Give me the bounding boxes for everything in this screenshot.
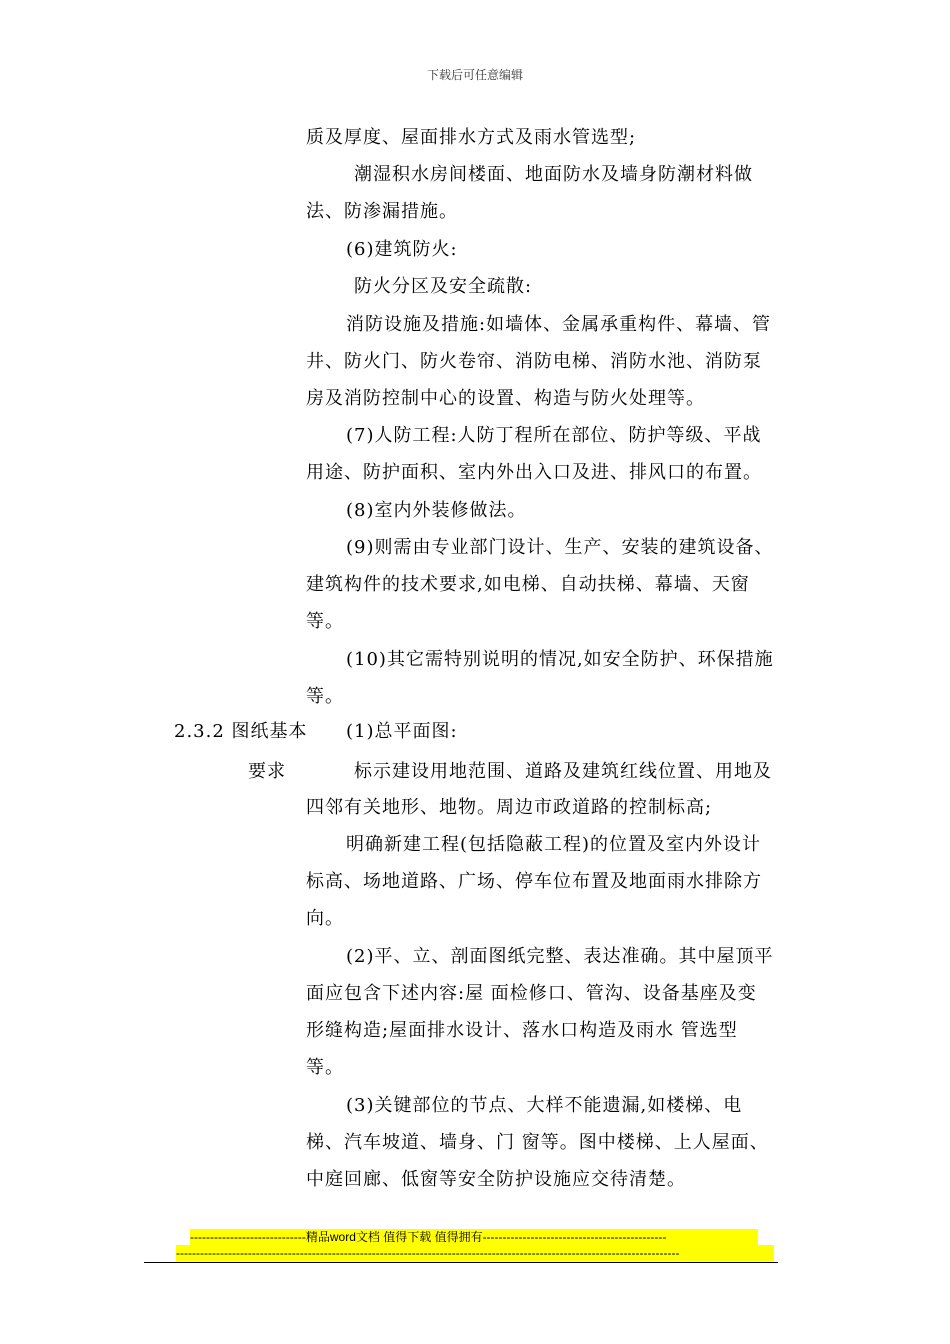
body-line: 形缝构造;屋面排水设计、落水口构造及雨水 管选型	[306, 1020, 738, 1041]
body-line: 面应包含下述内容:屋 面检修口、管沟、设备基座及变	[306, 983, 757, 1004]
body-line: 等。	[306, 1057, 344, 1078]
body-line: 梯、汽车坡道、墙身、门 窗等。图中楼梯、上人屋面、	[306, 1132, 769, 1153]
body-line: 中庭回廊、低窗等安全防护设施应交待清楚。	[306, 1169, 686, 1190]
footer-watermark-line: -----------------------------精品word文档 值得下载 值得拥有----------------------------------------------	[190, 1229, 758, 1245]
body-line: (8)室内外装修做法。	[346, 500, 527, 521]
body-line: 法、防渗漏措施。	[306, 201, 458, 222]
body-line: 建筑构件的技术要求,如电梯、自动扶梯、幕墙、天窗	[306, 574, 750, 595]
body-line: 标示建设用地范围、道路及建筑红线位置、用地及	[354, 761, 772, 782]
body-line: 用途、防护面积、室内外出入口及进、排风口的布置。	[306, 462, 762, 483]
body-line: (10)其它需特别说明的情况,如安全防护、环保措施	[346, 649, 774, 670]
body-line: 等。	[306, 611, 344, 632]
footer-rule	[144, 1262, 778, 1263]
body-line: (7)人防工程:人防丁程所在部位、防护等级、平战	[346, 425, 762, 446]
body-line: 明确新建工程(包括隐蔽工程)的位置及室内外设计	[346, 834, 762, 855]
body-line: 质及厚度、屋面排水方式及雨水管选型;	[306, 127, 637, 148]
body-line: 向。	[306, 908, 344, 929]
section-heading-number: 2.3.2 图纸基本	[174, 721, 308, 742]
page-header: 下载后可任意编辑	[426, 68, 523, 82]
body-line: (2)平、立、剖面图纸完整、表达准确。其中屋顶平	[346, 946, 774, 967]
body-line: 井、防火门、防火卷帘、消防电梯、消防水池、消防泵	[306, 351, 762, 372]
body-line: (6)建筑防火:	[346, 239, 458, 260]
body-line: 消防设施及措施:如墙体、金属承重构件、幕墙、管	[346, 314, 772, 335]
body-line: 房及消防控制中心的设置、构造与防火处理等。	[306, 388, 705, 409]
body-line: (1)总平面图:	[346, 721, 458, 742]
body-line: 标高、场地道路、广场、停车位布置及地面雨水排除方	[306, 871, 762, 892]
section-heading-continued: 要求	[248, 761, 286, 782]
body-line: 潮湿积水房间楼面、地面防水及墙身防潮材料做	[354, 164, 753, 185]
body-line: (3)关键部位的节点、大样不能遗漏,如楼梯、电	[346, 1095, 743, 1116]
body-line: (9)则需由专业部门设计、生产、安装的建筑设备、	[346, 537, 774, 558]
body-line: 等。	[306, 686, 344, 707]
body-line: 防火分区及安全疏散:	[354, 276, 533, 297]
body-line: 四邻有关地形、地物。周边市政道路的控制标高;	[306, 797, 713, 818]
footer-dash-line: ------------------------------------------------------------------------------------------------------------------------------	[176, 1245, 774, 1261]
